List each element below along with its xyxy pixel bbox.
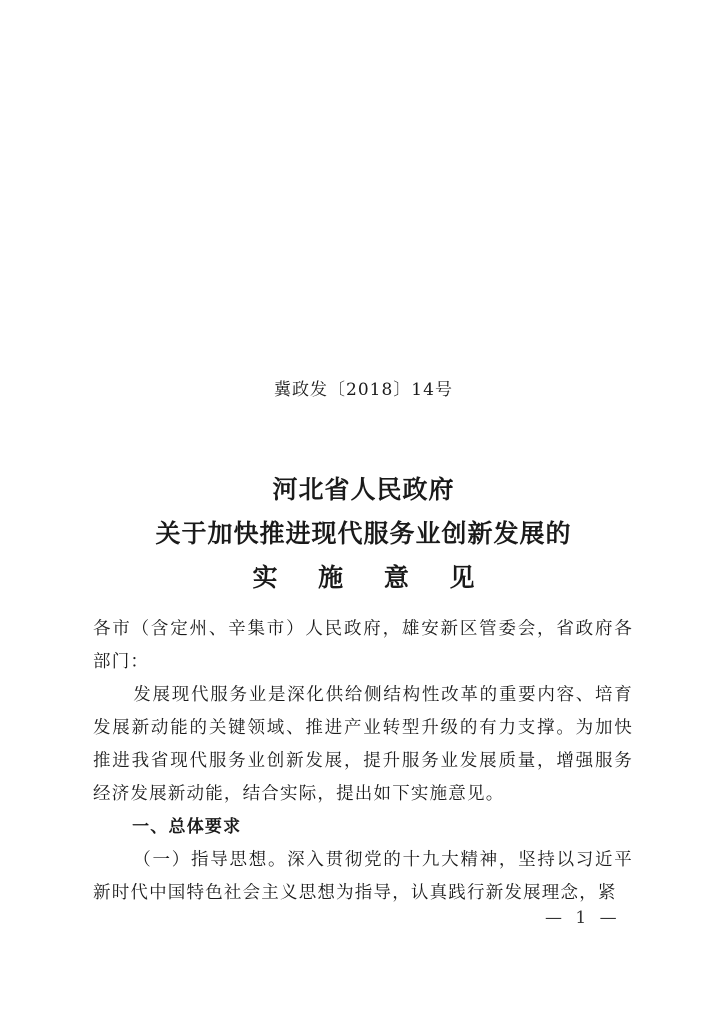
title-line-subject: 关于加快推进现代服务业创新发展的 xyxy=(155,519,572,548)
document-body xyxy=(93,613,633,910)
title-line-issuer: 河北省人民政府 xyxy=(272,475,455,504)
page-number: — 1 — xyxy=(545,908,621,928)
section-paragraph: （一）指导思想。深入贯彻党的十九大精神，坚持以习近平新时代中国特色社会主义思想为指导，认真践行新发展理念，紧 xyxy=(93,850,633,903)
intro-paragraph: 发展现代服务业是深化供给侧结构性改革的重要内容、培育发展新动能的关键领域、推进产业转型升级的有力支撑。为加快推进我省现代服务业创新发展，提升服务业发展质量，增强服务经济发展新动能，结合实际，提出如下实施意见。 xyxy=(93,685,633,804)
title-line-type: 实 施 意 见 xyxy=(252,563,491,592)
section-heading: 一、总体要求 xyxy=(132,817,242,837)
document-title xyxy=(0,468,727,600)
document-number: 冀政发〔2018〕14号 xyxy=(274,380,453,400)
addressee-paragraph: 各市（含定州、辛集市）人民政府，雄安新区管委会，省政府各部门： xyxy=(93,619,633,672)
